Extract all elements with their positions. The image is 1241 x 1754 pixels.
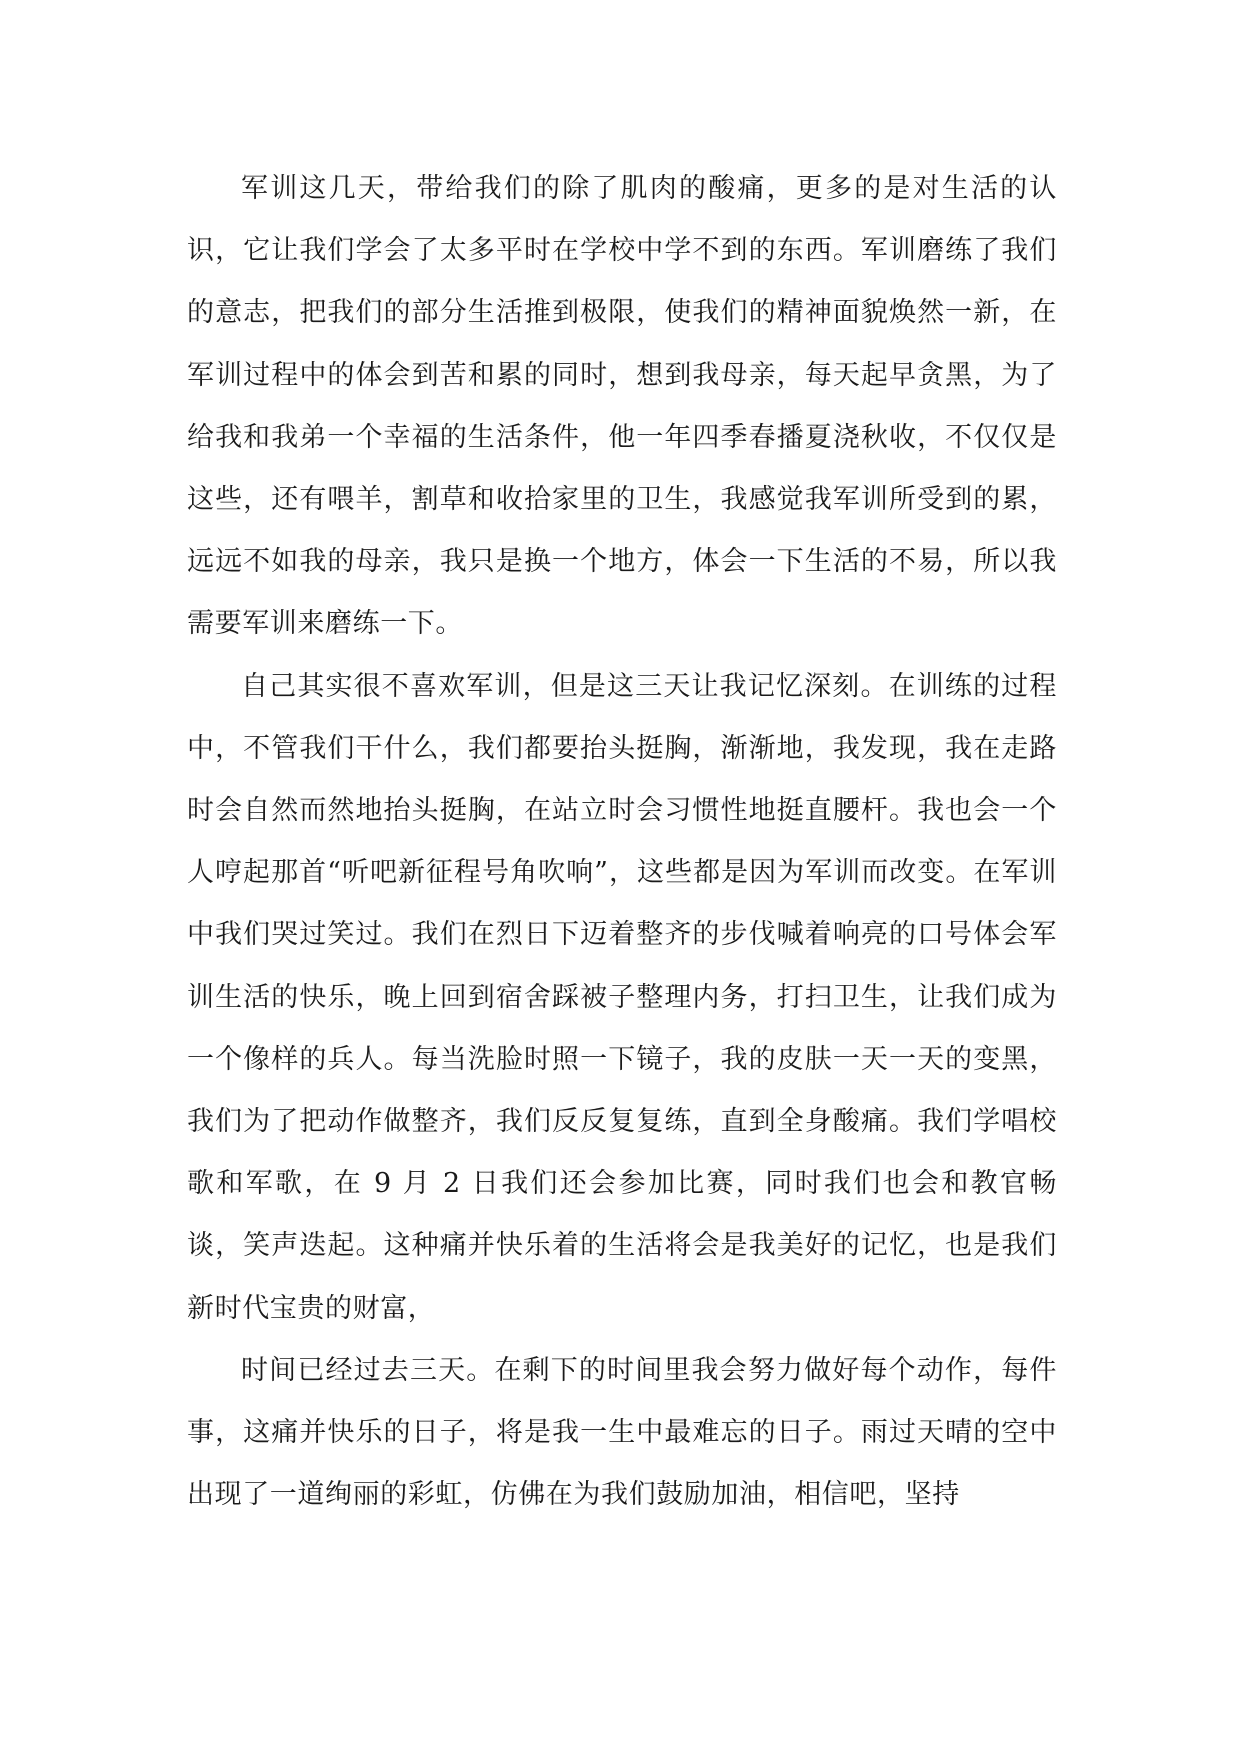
paragraph-2: 自己其实很不喜欢军训，但是这三天让我记忆深刻。在训练的过程中，不管我们干什么，我们都要抬头挺胸，渐渐地，我发现，我在走路时会自然而然地抬头挺胸，在站立时会习惯性地挺直腰杆。我也会一个人哼起那首“听吧新征程号角吹响”，这些都是因为军训而改变。在军训中我们哭过笑过。我们在烈日下迈着整齐的步伐喊着响亮的口号体会军训生活的快乐，晚上回到宿舍踩被子整理内务，打扫卫生，让我们成为一个像样的兵人。每当洗脸时照一下镜子，我的皮肤一天一天的变黑，我们为了把动作做整齐，我们反反复复练，直到全身酸痛。我们学唱校歌和军歌，在 9 月 2 日我们还会参加比赛，同时我们也会和教官畅谈，笑声迭起。这种痛并快乐着的生活将会是我美好的记忆，也是我们新时代宝贵的财富， <box>187 670 1057 1324</box>
paragraph-3: 时间已经过去三天。在剩下的时间里我会努力做好每个动作，每件事，这痛并快乐的日子，将是我一生中最难忘的日子。雨过天晴的空中出现了一道绚丽的彩虹，仿佛在为我们鼓励加油，相信吧，坚持 <box>187 1354 1057 1511</box>
paragraph-1: 军训这几天，带给我们的除了肌肉的酸痛，更多的是对生活的认识，它让我们学会了太多平时在学校中学不到的东西。军训磨练了我们的意志，把我们的部分生活推到极限，使我们的精神面貌焕然一新，在军训过程中的体会到苦和累的同时，想到我母亲，每天起早贪黑，为了给我和我弟一个幸福的生活条件，他一年四季春播夏浇秋收，不仅仅是这些，还有喂羊，割草和收拾家里的卫生，我感觉我军训所受到的累，远远不如我的母亲，我只是换一个地方，体会一下生活的不易，所以我需要军训来磨练一下。 <box>187 173 1057 640</box>
document-body <box>187 158 1057 1526</box>
